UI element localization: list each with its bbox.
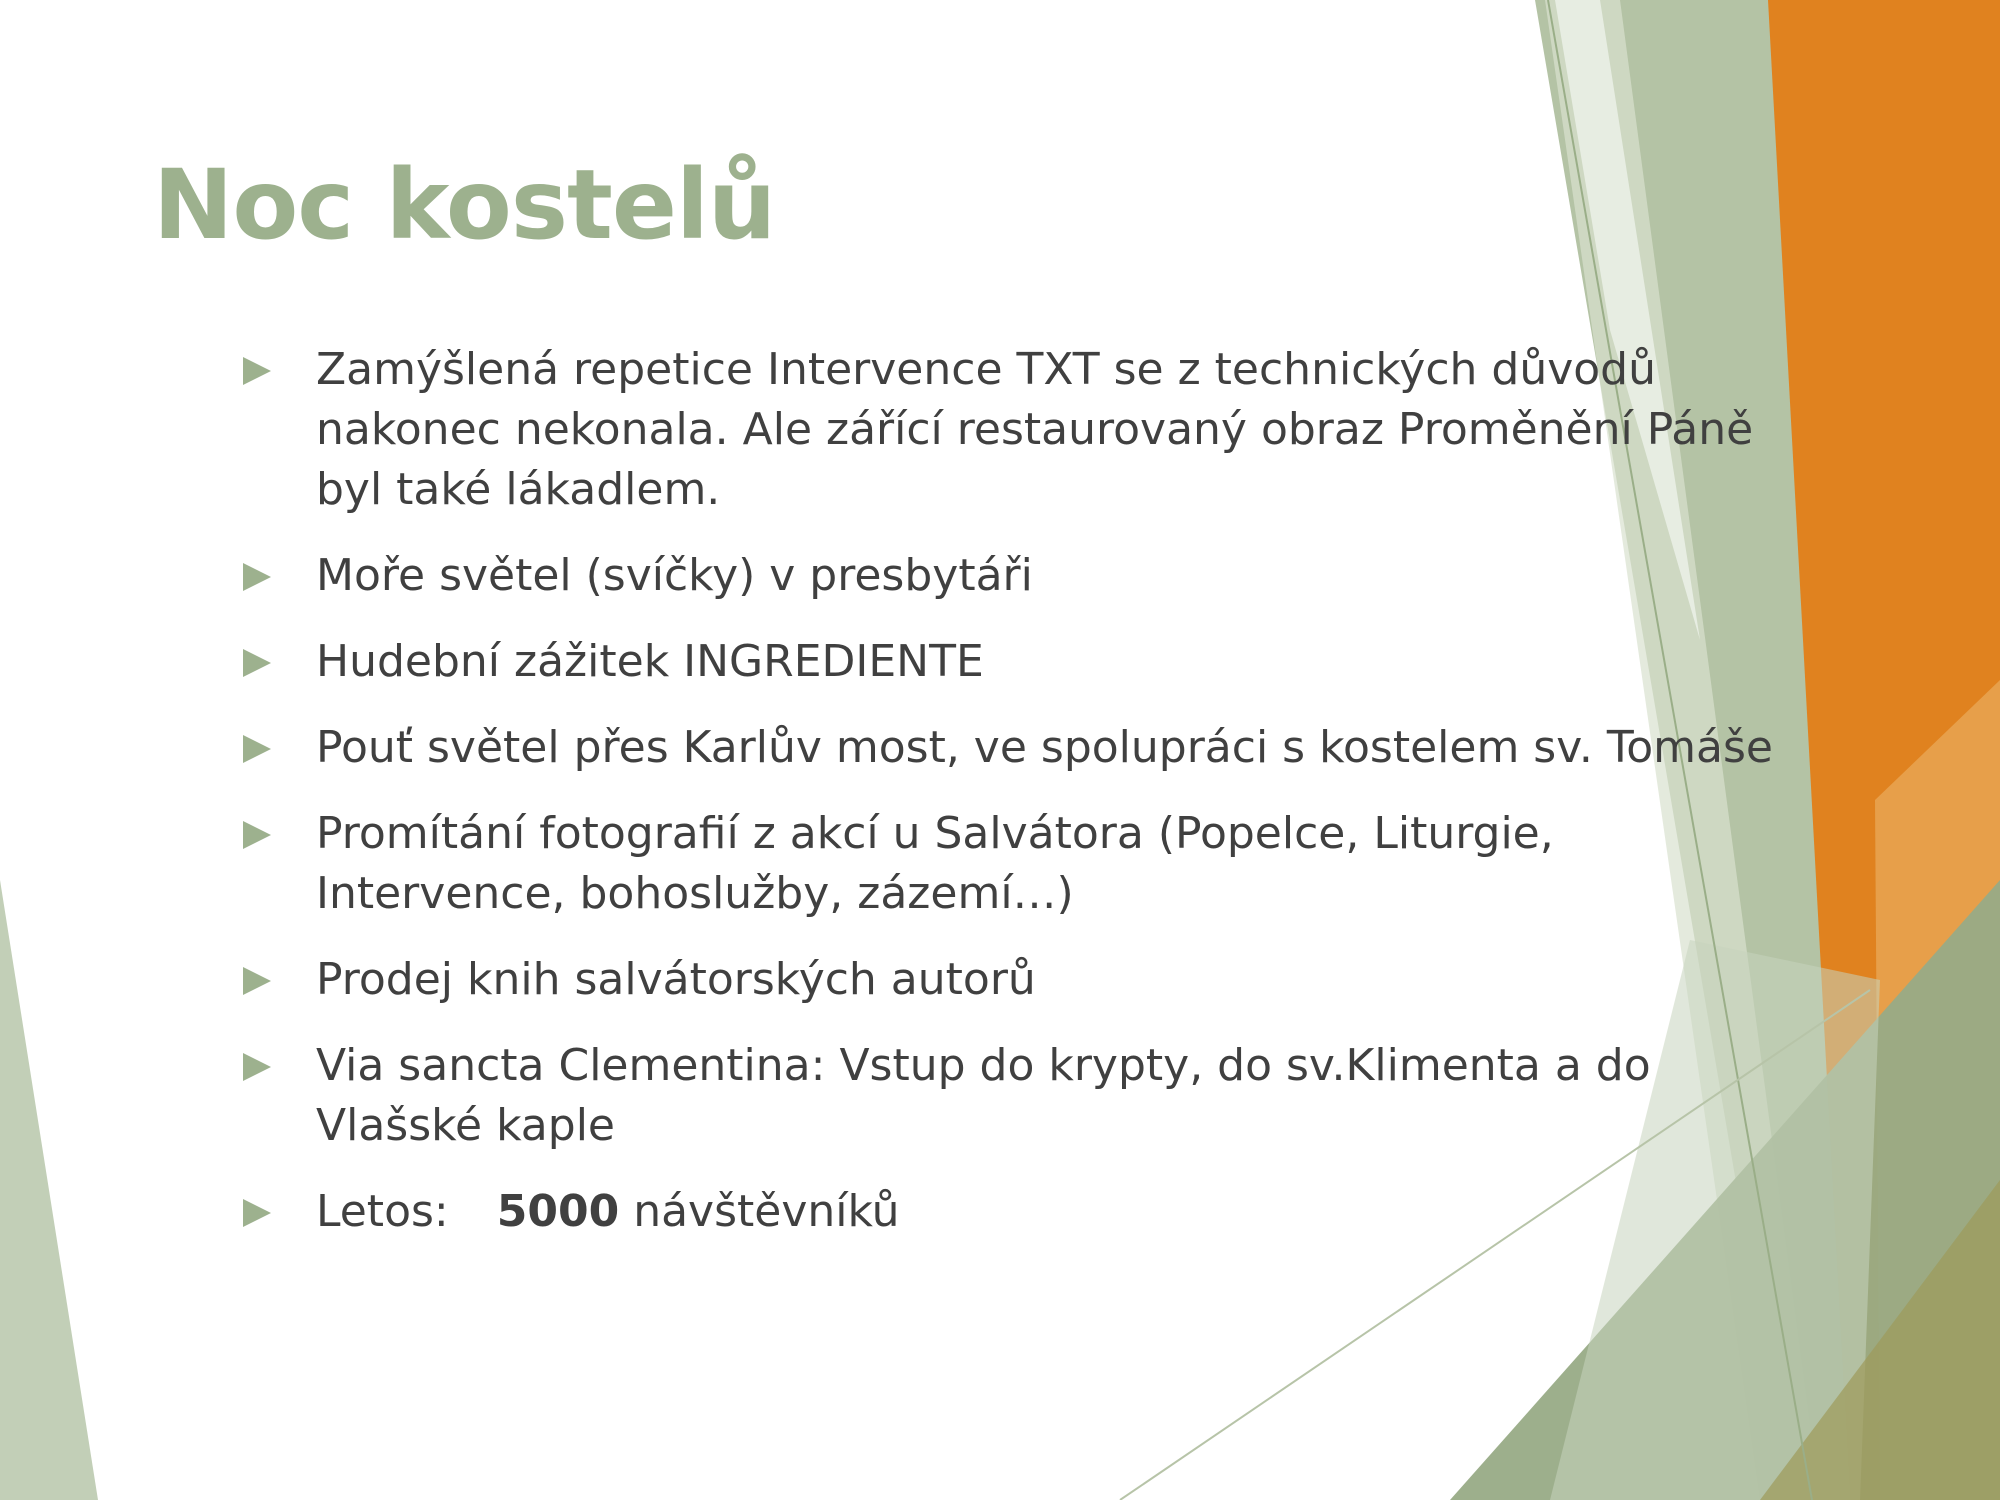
bullet-item (243, 340, 1803, 520)
visitors-label: Letos: (316, 1186, 449, 1237)
left-edge-shape (0, 880, 98, 1500)
bullet-item (243, 950, 1803, 1010)
slide-title: Noc kostelů (153, 149, 776, 261)
bullet-text (316, 1186, 900, 1237)
triangle-right-icon (243, 357, 271, 385)
bullet-item-visitors (243, 1182, 1803, 1242)
bullet-text: Promítání fotografií z akcí u Salvátora (Popelce, Liturgie, Intervence, bohoslužby, zázemí…) (316, 808, 1554, 919)
visitors-suffix: návštěvníků (619, 1186, 900, 1237)
bullet-item (243, 1036, 1803, 1156)
bullet-text: Zamýšlená repetice Intervence TXT se z technických důvodů nakonec nekonala. Ale zářící restaurovaný obraz Proměnění Páně byl také lákadlem. (316, 344, 1754, 515)
bullet-item (243, 546, 1803, 606)
triangle-right-icon (243, 735, 271, 763)
triangle-right-icon (243, 967, 271, 995)
bullet-item (243, 804, 1803, 924)
bullet-text: Moře světel (svíčky) v presbytáři (316, 550, 1033, 601)
visitors-count: 5000 (496, 1186, 620, 1237)
triangle-right-icon (243, 563, 271, 591)
bullet-text: Prodej knih salvátorských autorů (316, 954, 1036, 1005)
bullet-list (243, 340, 1803, 1268)
bullet-text: Pouť světel přes Karlův most, ve spolupráci s kostelem sv. Tomáše (316, 722, 1773, 773)
triangle-right-icon (243, 649, 271, 677)
bullet-text: Hudební zážitek INGREDIENTE (316, 636, 984, 687)
triangle-right-icon (243, 821, 271, 849)
bullet-text: Via sancta Clementina: Vstup do krypty, do sv.Klimenta a do Vlašské kaple (316, 1040, 1651, 1151)
bullet-item (243, 632, 1803, 692)
triangle-right-icon (243, 1053, 271, 1081)
bullet-item (243, 718, 1803, 778)
triangle-right-icon (243, 1199, 271, 1227)
